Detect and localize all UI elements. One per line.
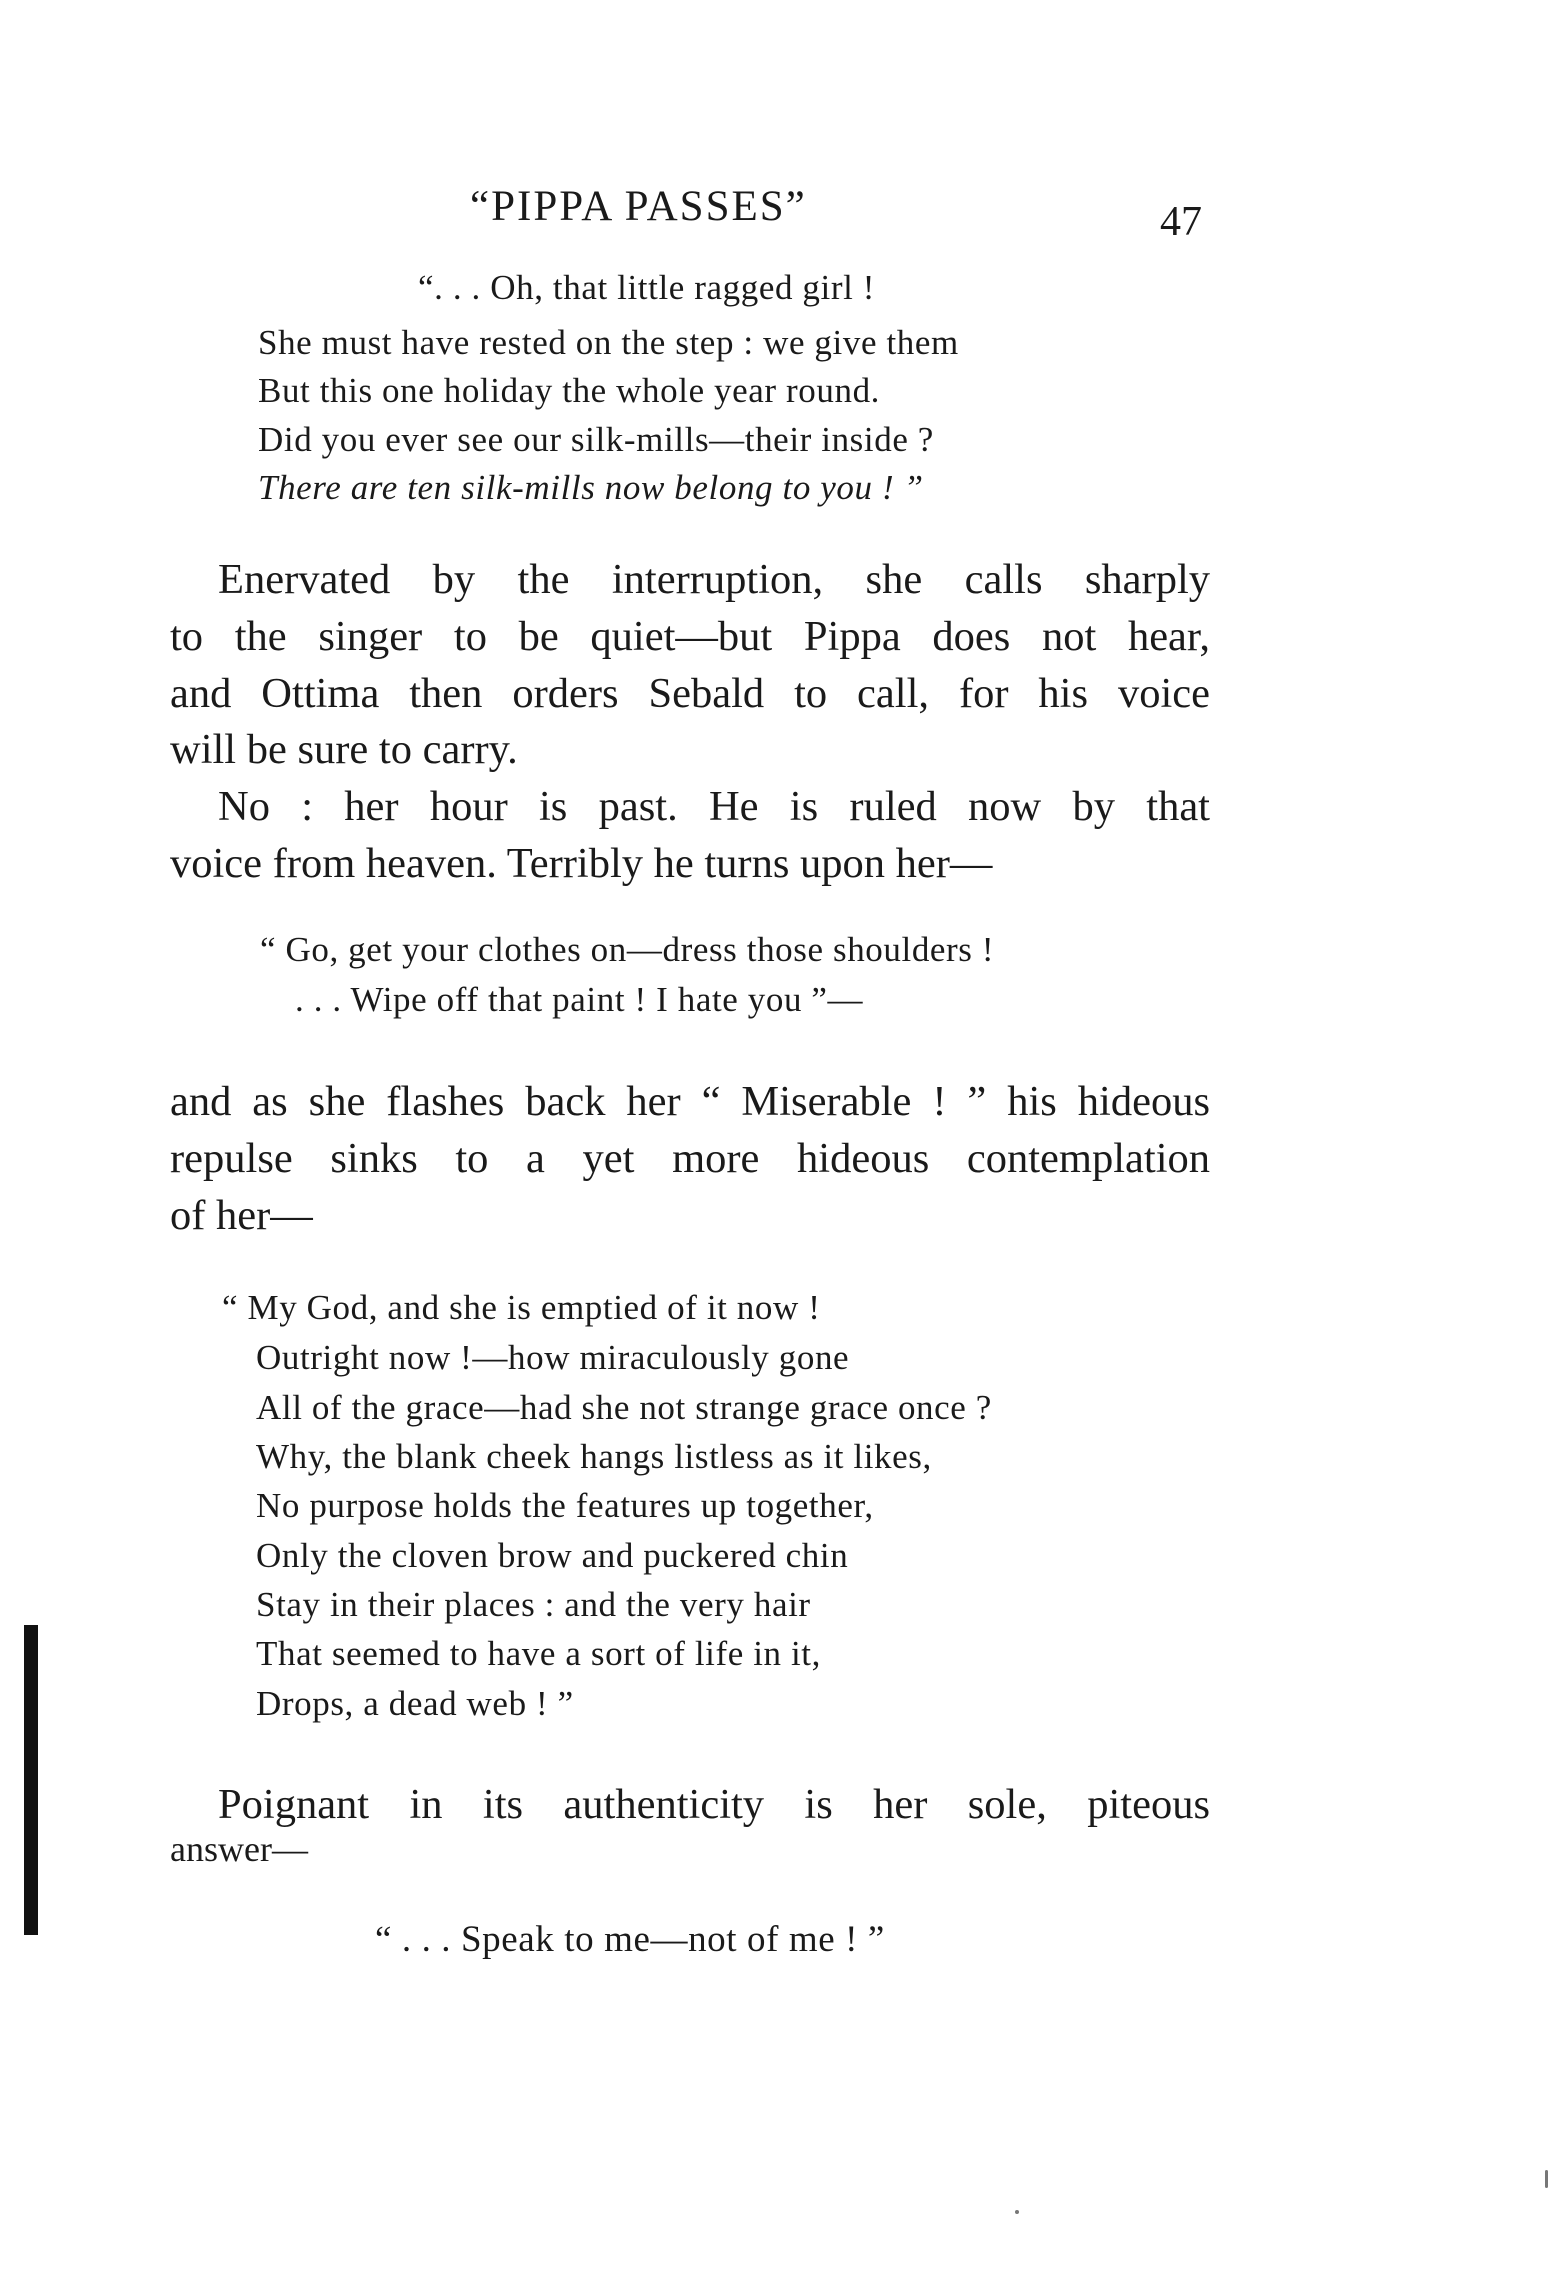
verse-line: “ . . . Speak to me—not of me ! ” [375, 1919, 885, 1960]
verse-line: No purpose holds the features up together, [256, 1486, 874, 1525]
verse-line: Only the cloven brow and puckered chin [256, 1536, 849, 1575]
prose-line: of her— [170, 1192, 313, 1239]
running-title: “PIPPA PASSES” [470, 183, 807, 230]
prose-line: and Ottima then orders Sebald to call, for his voice [170, 670, 1210, 717]
verse-line: She must have rested on the step : we give them [258, 323, 959, 362]
verse-line: That seemed to have a sort of life in it, [256, 1634, 821, 1673]
verse-line: “ My God, and she is emptied of it now ! [222, 1288, 821, 1327]
verse-line: Stay in their places : and the very hair [256, 1585, 811, 1624]
prose-line: Enervated by the interruption, she calls sharply [218, 556, 1210, 603]
verse-line: “. . . Oh, that little ragged girl ! [418, 268, 876, 307]
verse-line: “ Go, get your clothes on—dress those shoulders ! [260, 930, 995, 969]
verse-line: Why, the blank cheek hangs listless as it likes, [256, 1437, 932, 1476]
prose-line: answer— [170, 1829, 308, 1869]
prose-line: will be sure to carry. [170, 726, 518, 773]
prose-line: and as she flashes back her “ Miserable ! ” his hideous [170, 1078, 1210, 1125]
prose-line: repulse sinks to a yet more hideous contemplation [170, 1135, 1210, 1182]
prose-line: No : her hour is past. He is ruled now by that [218, 783, 1210, 830]
verse-line: Drops, a dead web ! ” [256, 1684, 574, 1723]
scan-speck [1015, 2210, 1019, 2214]
scan-speck [1545, 2170, 1548, 2188]
page-number: 47 [1160, 199, 1202, 245]
verse-line: . . . Wipe off that paint ! I hate you ”— [295, 980, 864, 1019]
prose-line: Poignant in its authenticity is her sole, piteous [218, 1781, 1210, 1828]
verse-line: But this one holiday the whole year round. [258, 371, 881, 410]
scan-edge-mark [24, 1625, 38, 1935]
prose-line: voice from heaven. Terribly he turns upon her— [170, 840, 993, 887]
prose-line: to the singer to be quiet—but Pippa does not hear, [170, 613, 1210, 660]
verse-line: All of the grace—had she not strange grace once ? [256, 1388, 992, 1427]
verse-line: There are ten silk-mills now belong to you ! ” [258, 468, 924, 507]
verse-line: Did you ever see our silk-mills—their inside ? [258, 420, 934, 459]
verse-line: Outright now !—how miraculously gone [256, 1338, 850, 1377]
